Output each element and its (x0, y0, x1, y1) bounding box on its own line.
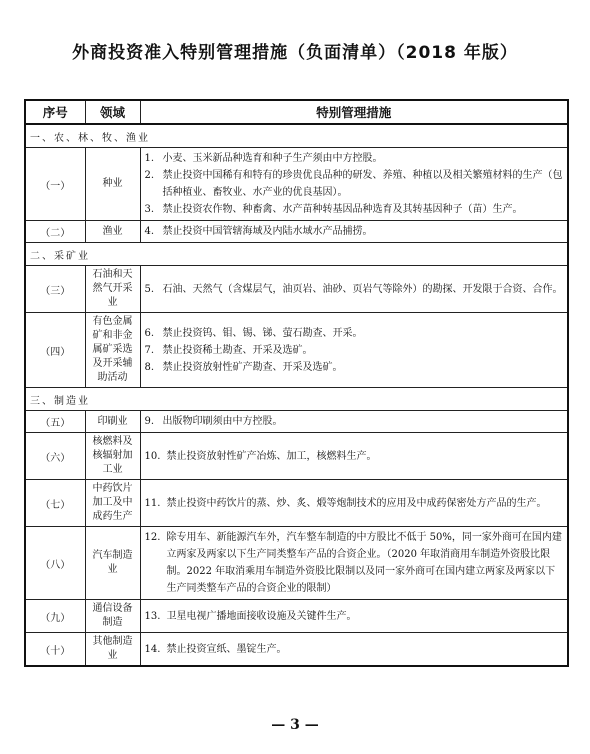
measure-number: 7. (144, 344, 155, 356)
row-domain: 其他制造业 (85, 633, 140, 667)
measure-text: 禁止投资农作物、种畜禽、水产苗种转基因品种选育及其转基因种子（苗）生产。 (162, 204, 523, 215)
row-index: （三） (25, 266, 85, 313)
measure-text: 除专用车、新能源汽车外，汽车整车制造的中方股比不低于 50%，同一家外商可在国内建立两家及两家以下生产同类整车产品的合资企业。（2020 年取消商用车制造外资股比限制。2022 年取消乘用车制造外资股比限制以及同一家外商可在国内建立两家及两家以下生产同类整车产品的合资企业的限制） (166, 532, 562, 594)
table-row (25, 313, 568, 388)
section-heading: 二、采矿业 (25, 243, 568, 266)
table-row (25, 600, 568, 633)
table-row (25, 433, 568, 480)
measure-text: 卫星电视广播地面接收设施及关键件生产。 (166, 610, 357, 622)
document-title: 外商投资准入特别管理措施（负面清单）（2018 年版） (72, 43, 518, 63)
measure-number: 8. (144, 361, 155, 373)
header-measures: 特别管理措施 (140, 100, 568, 124)
table-row (25, 633, 568, 667)
row-measures (140, 266, 568, 313)
row-index: （四） (25, 313, 85, 388)
negative-list-table (24, 99, 569, 667)
row-measures (140, 633, 568, 667)
section-heading: 一、农、林、牧、渔业 (25, 124, 568, 148)
measure-text: 禁止投资放射性矿产勘查、开采及选矿。 (162, 361, 343, 373)
row-measures (140, 221, 568, 243)
measure-item (145, 325, 564, 342)
measure-number: 5. (144, 283, 155, 295)
section-row (25, 243, 568, 266)
measure-item (145, 641, 564, 658)
measure-text: 禁止投资宣纸、墨锭生产。 (166, 643, 287, 655)
table-row (25, 411, 568, 433)
measure-number: 10. (144, 450, 161, 462)
page-number: — 3 — (271, 717, 319, 733)
row-measures (140, 433, 568, 480)
measure-text: 禁止投资放射性矿产冶炼、加工，核燃料生产。 (166, 450, 377, 462)
row-domain: 石油和天然气开采业 (85, 266, 140, 313)
table-header-row (25, 100, 568, 124)
measure-text: 禁止投资中国管辖海域及内陆水域水产品捕捞。 (162, 226, 373, 237)
measure-item (145, 342, 564, 359)
measure-item (145, 608, 564, 625)
measure-text: 出版物印刷须由中方控股。 (162, 416, 283, 427)
measure-item (145, 150, 564, 167)
row-index: （五） (25, 411, 85, 433)
row-domain: 印刷业 (85, 411, 140, 433)
row-measures (140, 313, 568, 388)
section-heading: 三、制造业 (25, 388, 568, 411)
measure-number: 6. (144, 327, 155, 339)
row-measures (140, 411, 568, 433)
row-index: （十） (25, 633, 85, 667)
measure-text: 禁止投资中药饮片的蒸、炒、炙、煅等炮制技术的应用及中成药保密处方产品的生产。 (166, 497, 547, 509)
table-row (25, 221, 568, 243)
row-measures (140, 527, 568, 600)
measure-number: 11. (144, 497, 161, 509)
row-domain: 种业 (85, 148, 140, 221)
row-index: （九） (25, 600, 85, 633)
measure-number: 14. (144, 643, 161, 655)
measure-item (145, 201, 564, 218)
measure-number: 1. (144, 153, 155, 164)
row-domain: 汽车制造业 (85, 527, 140, 600)
row-measures (140, 148, 568, 221)
row-domain: 有色金属矿和非金属矿采选及开采辅助活动 (85, 313, 140, 388)
section-row (25, 388, 568, 411)
measure-item (145, 495, 564, 512)
row-index: （七） (25, 480, 85, 527)
measure-item (145, 359, 564, 376)
measure-item (145, 529, 564, 597)
measure-item (145, 413, 564, 430)
row-domain: 渔业 (85, 221, 140, 243)
measure-number: 12. (144, 532, 161, 543)
row-domain: 中药饮片加工及中成药生产 (85, 480, 140, 527)
table-row (25, 266, 568, 313)
table-row (25, 480, 568, 527)
measure-item (145, 448, 564, 465)
row-index: （一） (25, 148, 85, 221)
table-row (25, 148, 568, 221)
measure-text: 禁止投资稀土勘查、开采及选矿。 (162, 344, 313, 356)
measure-text: 小麦、玉米新品种选育和种子生产须由中方控股。 (162, 153, 383, 164)
measure-item (145, 281, 564, 298)
measure-text: 禁止投资中国稀有和特有的珍贵优良品种的研发、养殖、种植以及相关繁殖材料的生产（包括种植业、畜牧业、水产业的优良基因）。 (162, 170, 563, 198)
measure-text: 禁止投资钨、钼、锡、锑、萤石勘查、开采。 (162, 327, 363, 339)
measure-number: 3. (144, 204, 155, 215)
measure-item (145, 223, 564, 240)
measure-number: 2. (144, 170, 155, 181)
measure-item (145, 167, 564, 201)
measure-number: 9. (144, 416, 155, 427)
row-index: （八） (25, 527, 85, 600)
measure-number: 4. (144, 226, 155, 237)
row-domain: 核燃料及核辐射加工业 (85, 433, 140, 480)
row-domain: 通信设备制造 (85, 600, 140, 633)
section-row (25, 124, 568, 148)
row-measures (140, 480, 568, 527)
row-measures (140, 600, 568, 633)
measure-number: 13. (144, 610, 161, 622)
header-index: 序号 (25, 100, 85, 124)
table-row (25, 527, 568, 600)
row-index: （六） (25, 433, 85, 480)
measure-text: 石油、天然气（含煤层气，油页岩、油砂、页岩气等除外）的勘探、开发限于合资、合作。 (162, 283, 563, 295)
row-index: （二） (25, 221, 85, 243)
header-domain: 领域 (85, 100, 140, 124)
